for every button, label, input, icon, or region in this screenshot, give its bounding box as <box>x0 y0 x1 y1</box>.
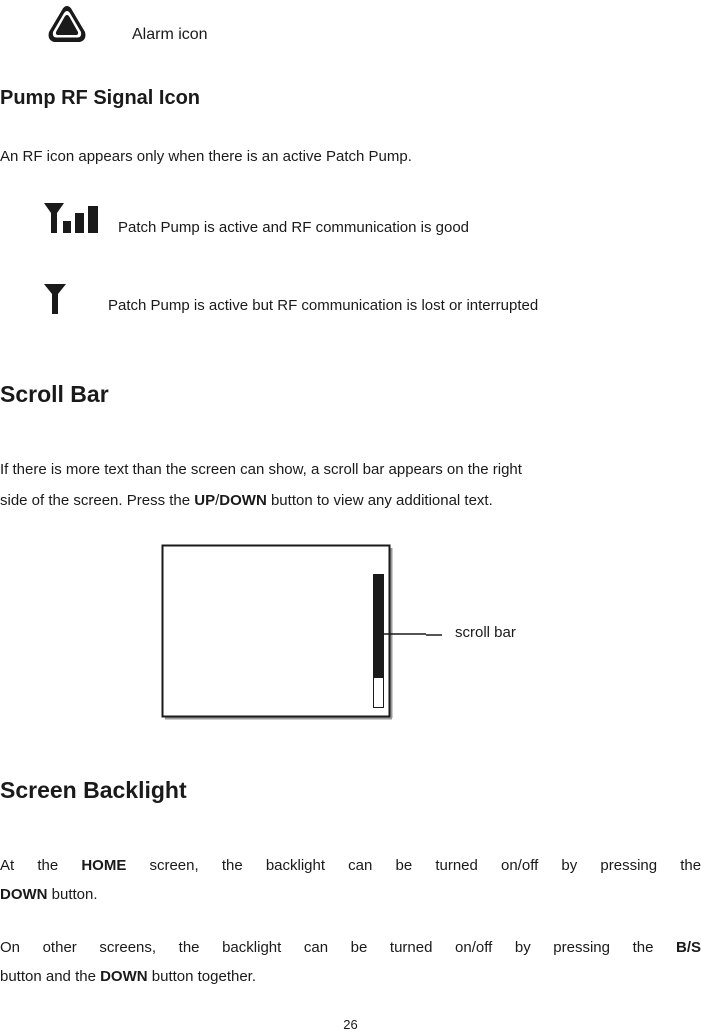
screen-diagram <box>161 544 393 720</box>
backlight-p2-line1: On other screens, the backlight can be turned on/off by pressing the B/S <box>0 939 701 956</box>
backlight-p2-line2: button and the DOWN button together. <box>0 968 257 985</box>
backlight-p1-line1: At the HOME screen, the backlight can be turned on/off by pressing the <box>0 857 701 874</box>
rf-section-heading: Pump RF Signal Icon <box>0 87 201 109</box>
down-button-name: DOWN <box>100 968 148 985</box>
scroll-bar-callout-label: scroll bar <box>455 624 516 641</box>
backlight-section-heading: Screen Backlight <box>0 777 187 803</box>
scroll-section-heading: Scroll Bar <box>0 381 109 407</box>
rf-signal-lost-label: Patch Pump is active but RF communication is lost or interrupted <box>108 297 539 314</box>
rf-signal-good-icon <box>44 203 100 233</box>
alarm-icon-label: Alarm icon <box>132 26 208 43</box>
up-button-name: UP <box>194 492 216 509</box>
home-button-name: HOME <box>81 857 127 874</box>
rf-intro-text: An RF icon appears only when there is an active Patch Pump. <box>0 148 412 165</box>
scroll-text-line1: If there is more text than the screen can show, a scroll bar appears on the right <box>0 461 522 478</box>
backlight-p1-line2: DOWN button. <box>0 886 98 903</box>
rf-signal-good-label: Patch Pump is active and RF communication is good <box>118 219 469 236</box>
bs-button-name: B/S <box>676 939 701 956</box>
down-button-name: DOWN <box>219 492 267 509</box>
alarm-icon <box>45 2 89 46</box>
rf-signal-lost-icon <box>44 284 68 314</box>
scroll-text-line2: side of the screen. Press the UP/DOWN button to view any additional text. <box>0 492 493 509</box>
page-number: 26 <box>343 1017 358 1032</box>
scroll-bar-thumb[interactable] <box>374 575 383 678</box>
down-button-name: DOWN <box>0 886 48 903</box>
scroll-bar-callout-line <box>384 632 442 637</box>
scroll-bar-track[interactable] <box>373 574 384 708</box>
